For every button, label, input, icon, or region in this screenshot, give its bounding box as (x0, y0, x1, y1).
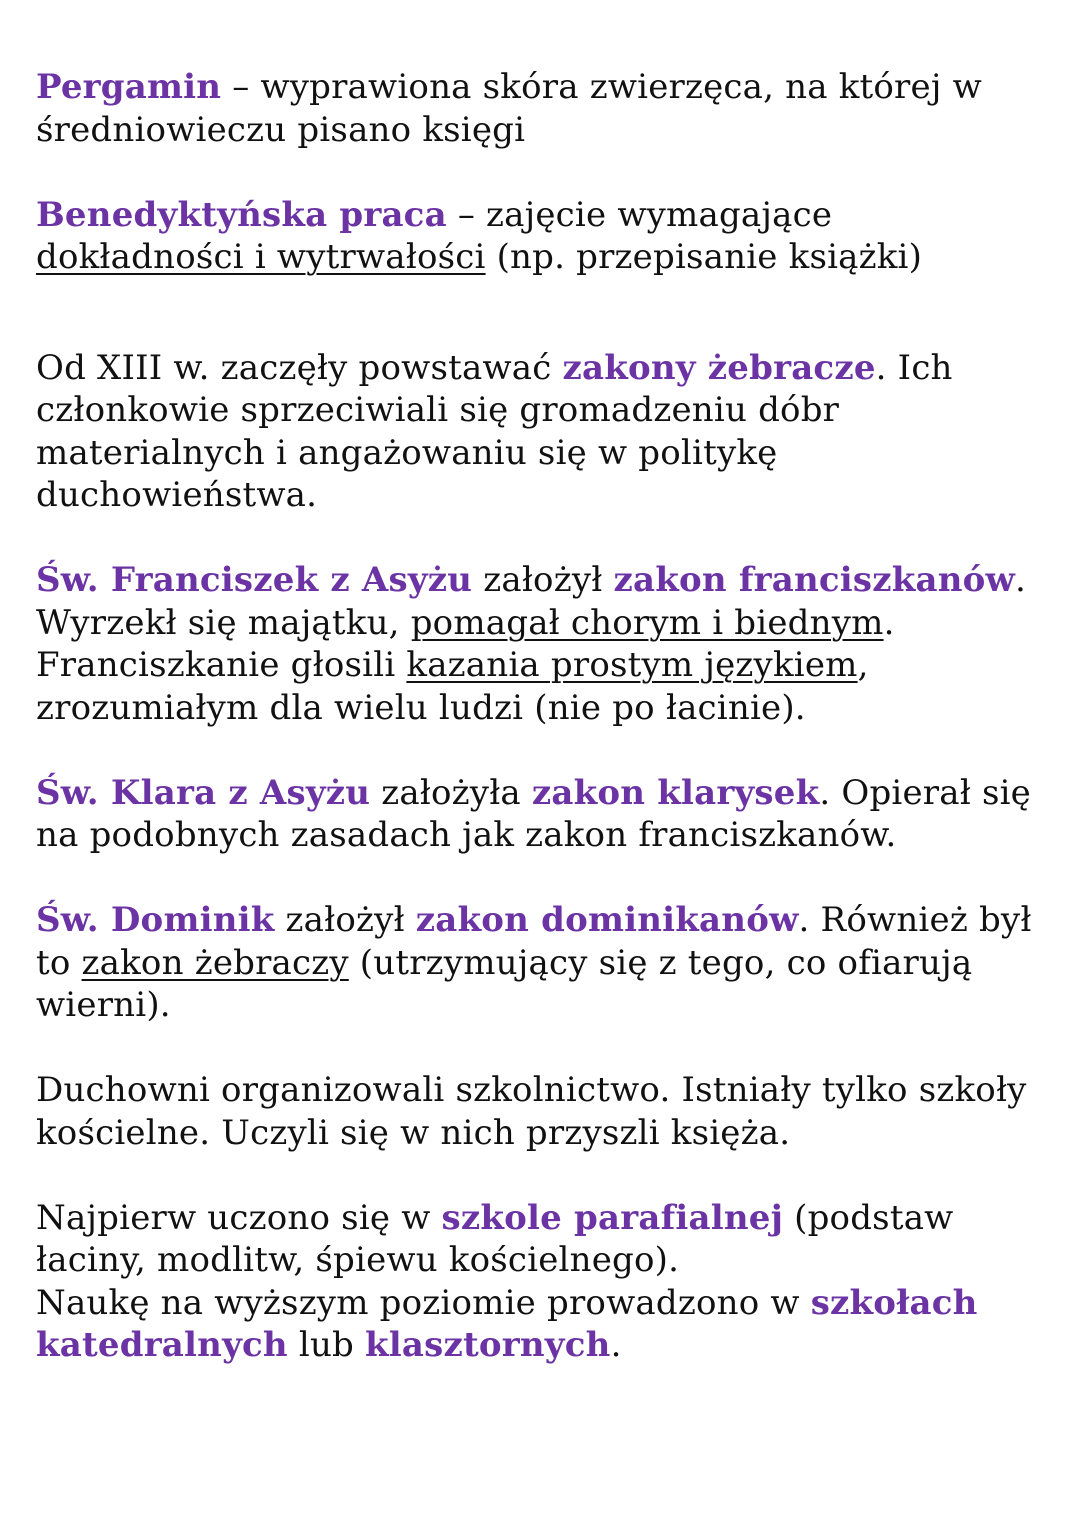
text-segment: łaciny, modlitw, śpiewu kościelnego). (36, 1240, 680, 1280)
text-segment: Wyrzekł się majątku, (36, 602, 411, 643)
text-line (36, 432, 1066, 475)
text-segment: (np. przepisanie książki) (485, 237, 923, 277)
text-segment: założył (472, 560, 614, 600)
text-line (36, 474, 1066, 517)
text-line (36, 1112, 1066, 1155)
term-katedralnych: katedralnych (36, 1325, 288, 1365)
text-segment: Najpierw uczono się w (36, 1197, 442, 1238)
text-line (36, 814, 1066, 857)
text-segment: . Również był (798, 900, 1032, 940)
text-segment: , (857, 645, 869, 685)
term-zakon-dominikanow: zakon dominikanów (415, 900, 799, 940)
term-pergamin: Pergamin (36, 67, 222, 107)
text-segment: . Opierał się (819, 772, 1032, 813)
text-line (36, 687, 1066, 730)
term-szkola-parafialna: szkole parafialnej (441, 1197, 784, 1238)
text-segment: – wyprawiona skóra zwierzęca, na której w (221, 67, 982, 107)
document-page (36, 66, 1066, 1367)
text-line (36, 109, 1066, 152)
text-line (36, 1197, 1066, 1240)
text-line (36, 1282, 1066, 1325)
term-sw-franciszek: Św. Franciszek z Asyżu (36, 560, 473, 600)
text-segment: – zajęcie wymagające (446, 194, 833, 235)
text-segment: średniowieczu pisano księgi (36, 109, 526, 150)
text-line (36, 347, 1066, 390)
paragraph-zakony-zebracze (36, 347, 1066, 517)
text-line (36, 772, 1066, 815)
text-segment: Duchowni organizowali szkolnictwo. Istniały tylko szkoły (36, 1070, 1027, 1110)
definition-benedyktynska-praca (36, 194, 1066, 279)
paragraph-franciszek (36, 559, 1066, 729)
text-segment: założył (274, 900, 416, 940)
text-segment: członkowie sprzeciwiali się gromadzeniu dóbr (36, 390, 840, 430)
paragraph-szkoly (36, 1197, 1066, 1367)
text-line (36, 899, 1066, 942)
text-line (36, 1324, 1066, 1367)
text-segment: lub (287, 1325, 366, 1365)
underlined-phrase: dokładności i wytrwałości (36, 237, 486, 277)
text-line (36, 1239, 1066, 1282)
text-segment: to (36, 942, 82, 983)
underlined-phrase: pomagał chorym i biednym (410, 602, 884, 643)
text-segment: . Ich (875, 347, 953, 388)
definition-pergamin (36, 66, 1066, 151)
text-segment: wierni). (36, 985, 171, 1025)
text-segment: kościelne. Uczyli się w nich przyszli księża. (36, 1112, 791, 1153)
text-line (36, 389, 1066, 432)
text-segment: duchowieństwa. (36, 475, 318, 515)
term-zakon-franciszkanow: zakon franciszkanów (613, 560, 1016, 600)
term-sw-klara: Św. Klara z Asyżu (36, 772, 371, 813)
text-segment: (utrzymujący się z tego, co ofiarują (348, 942, 973, 983)
text-line (36, 602, 1066, 645)
paragraph-szkolnictwo (36, 1069, 1066, 1154)
term-benedyktynska-praca: Benedyktyńska praca (36, 194, 447, 235)
term-klasztornych: klasztornych (365, 1325, 611, 1365)
text-segment: Od XIII w. zaczęły powstawać (36, 347, 563, 388)
text-line (36, 66, 1066, 109)
paragraph-klara (36, 772, 1066, 857)
text-line (36, 1069, 1066, 1112)
term-sw-dominik: Św. Dominik (36, 900, 275, 940)
term-zakon-klarysek: zakon klarysek (531, 772, 820, 813)
paragraph-dominik (36, 899, 1066, 1027)
term-zakony-zebracze: zakony żebracze (562, 347, 876, 388)
text-segment: na podobnych zasadach jak zakon franciszkanów. (36, 815, 897, 855)
text-line (36, 559, 1066, 602)
text-line (36, 644, 1066, 687)
text-line (36, 984, 1066, 1027)
underlined-phrase: kazania prostym językiem (406, 645, 858, 685)
text-segment: (podstaw (783, 1197, 954, 1238)
text-segment: zrozumiałym dla wielu ludzi (nie po łacinie). (36, 687, 806, 728)
text-line (36, 236, 1066, 279)
text-segment: Franciszkanie głosili (36, 645, 407, 685)
text-segment: . (610, 1325, 622, 1365)
text-segment: materialnych i angażowaniu się w politykę (36, 432, 778, 473)
text-segment: . (1015, 560, 1027, 600)
term-szkolach: szkołach (810, 1282, 978, 1323)
text-line (36, 942, 1066, 985)
text-segment: . (883, 602, 895, 643)
text-line (36, 194, 1066, 237)
underlined-phrase: zakon żebraczy (81, 942, 349, 983)
text-segment: Naukę na wyższym poziomie prowadzono w (36, 1282, 811, 1323)
text-segment: założyła (370, 772, 532, 813)
